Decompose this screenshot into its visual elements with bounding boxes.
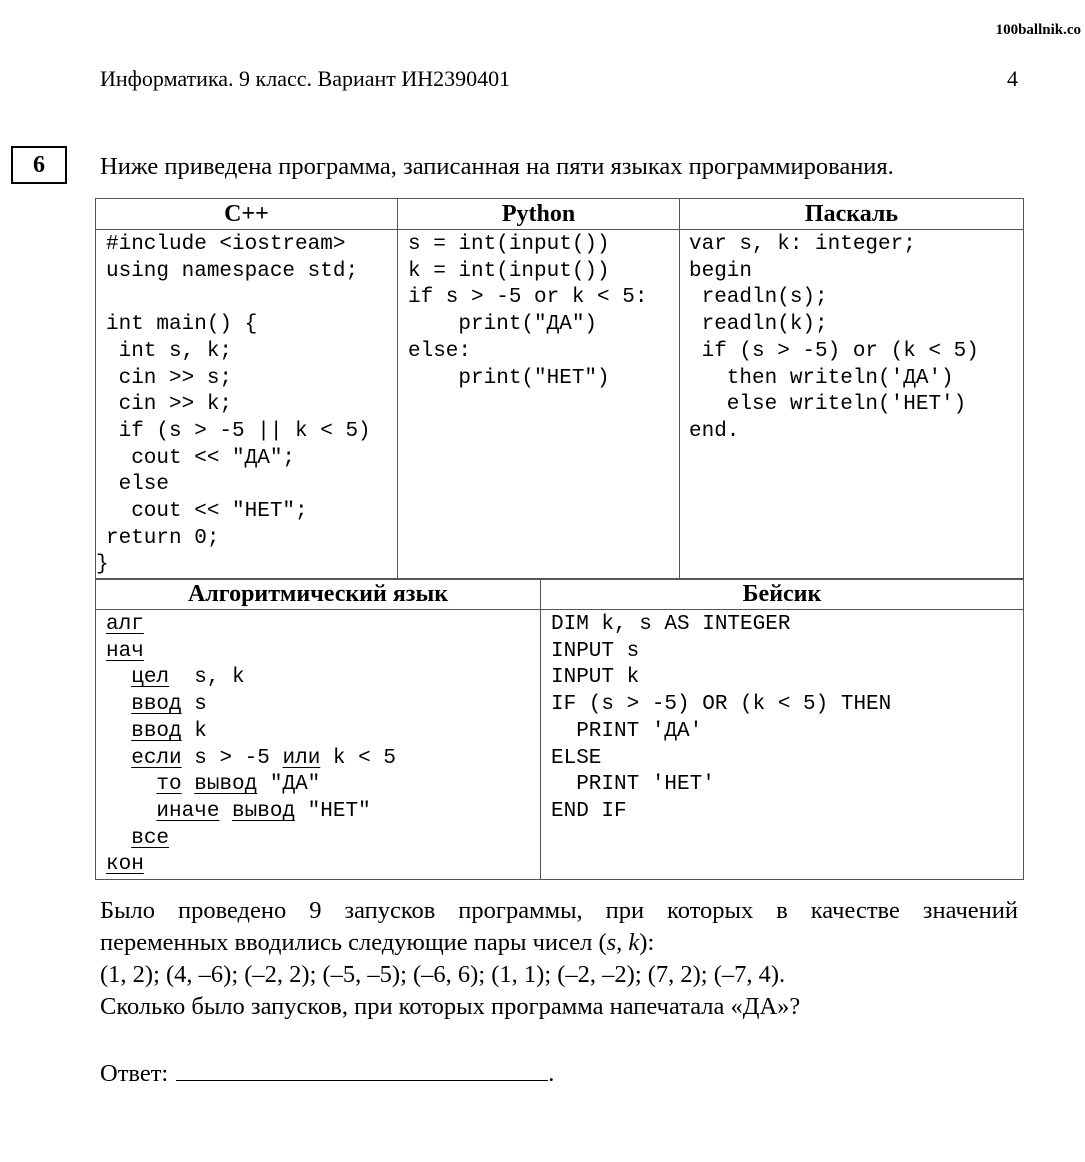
watermark: 100ballnik.co [995,22,1081,38]
basic-header: Бейсик [541,579,1024,610]
answer-period: . [548,1060,555,1087]
kw-vse: все [131,826,170,850]
cpp-header: C++ [96,199,398,230]
pascal-code: var s, k: integer; begin readln(s); readln(k); if (s > -5) or (k < 5) then writeln('ДА') else writeln('НЕТ') end. [689,233,979,443]
question-block [100,895,1018,1023]
kw-vyvod-da: вывод [194,773,258,797]
esli-condition-left: s > -5 [194,746,270,770]
task-intro: Ниже приведена программа, записанная на пяти языках программирования. [100,153,894,180]
code-table-bottom [95,578,1024,880]
kw-vvod-k: ввод [131,719,182,743]
pascal-header: Паскаль [680,199,1024,230]
tsel-vars: s, k [194,666,245,690]
pascal-cell [680,230,1024,580]
question-line-2-prefix: переменных вводились следующие пары чисел ( [100,929,607,956]
vvod-k-var: k [194,719,207,743]
kw-tsel: цел [131,666,170,690]
page-header-title: Информатика. 9 класс. Вариант ИН2390401 [100,66,511,91]
kw-inache: иначе [156,799,220,823]
cpp-cell [96,230,398,580]
cpp-closing-brace: } [96,553,109,577]
question-line-2-suffix: ): [639,929,655,956]
kw-vyvod-net: вывод [232,799,296,823]
cpp-code: #include <iostream> using namespace std; int main() { int s, k; cin >> s; cin >> k; if (s > -5 || k < 5) cout << "ДА"; else cout << "НЕТ"; return 0; [106,233,371,550]
question-line-1: Было проведено 9 запусков программы, при которых в качестве значений [100,897,1018,924]
basic-code: DIM k, s AS INTEGER INPUT s INPUT k IF (s > -5) OR (k < 5) THEN PRINT 'ДА' ELSE PRINT 'НЕТ' END IF [551,613,892,823]
algorithmic-cell [96,610,541,880]
code-table-top [95,198,1024,580]
answer-input-line[interactable] [176,1054,548,1081]
output-da: "ДА" [269,773,321,797]
python-cell [398,230,680,580]
kw-vvod-s: ввод [131,693,182,717]
question-line-2 [100,927,1018,959]
task-number-box: 6 [11,146,67,184]
vvod-s-var: s [194,693,207,717]
esli-condition-right: k < 5 [332,746,396,770]
kw-nach: нач [106,639,144,663]
basic-cell [541,610,1024,880]
question-vars: s, k [606,929,640,956]
algorithmic-code [96,610,540,879]
answer-label: Ответ: [100,1060,169,1087]
kw-kon: кон [106,853,144,877]
python-header: Python [398,199,680,230]
kw-ili: или [282,746,321,770]
answer-row [100,1054,554,1088]
question-ask: Сколько было запусков, при которых программа напечатала «ДА»? [100,993,801,1020]
kw-esli: если [131,746,182,770]
output-net: "НЕТ" [307,799,371,823]
kw-to: то [156,773,182,797]
python-code: s = int(input()) k = int(input()) if s > -5 or k < 5: print("ДА") else: print("НЕТ") [408,233,648,390]
kw-alg: алг [106,613,144,636]
input-pairs: (1, 2); (4, –6); (–2, 2); (–5, –5); (–6, 6); (1, 1); (–2, –2); (7, 2); (–7, 4). [100,961,786,988]
algorithmic-header: Алгоритмический язык [96,579,541,610]
page-number: 4 [1007,66,1018,91]
